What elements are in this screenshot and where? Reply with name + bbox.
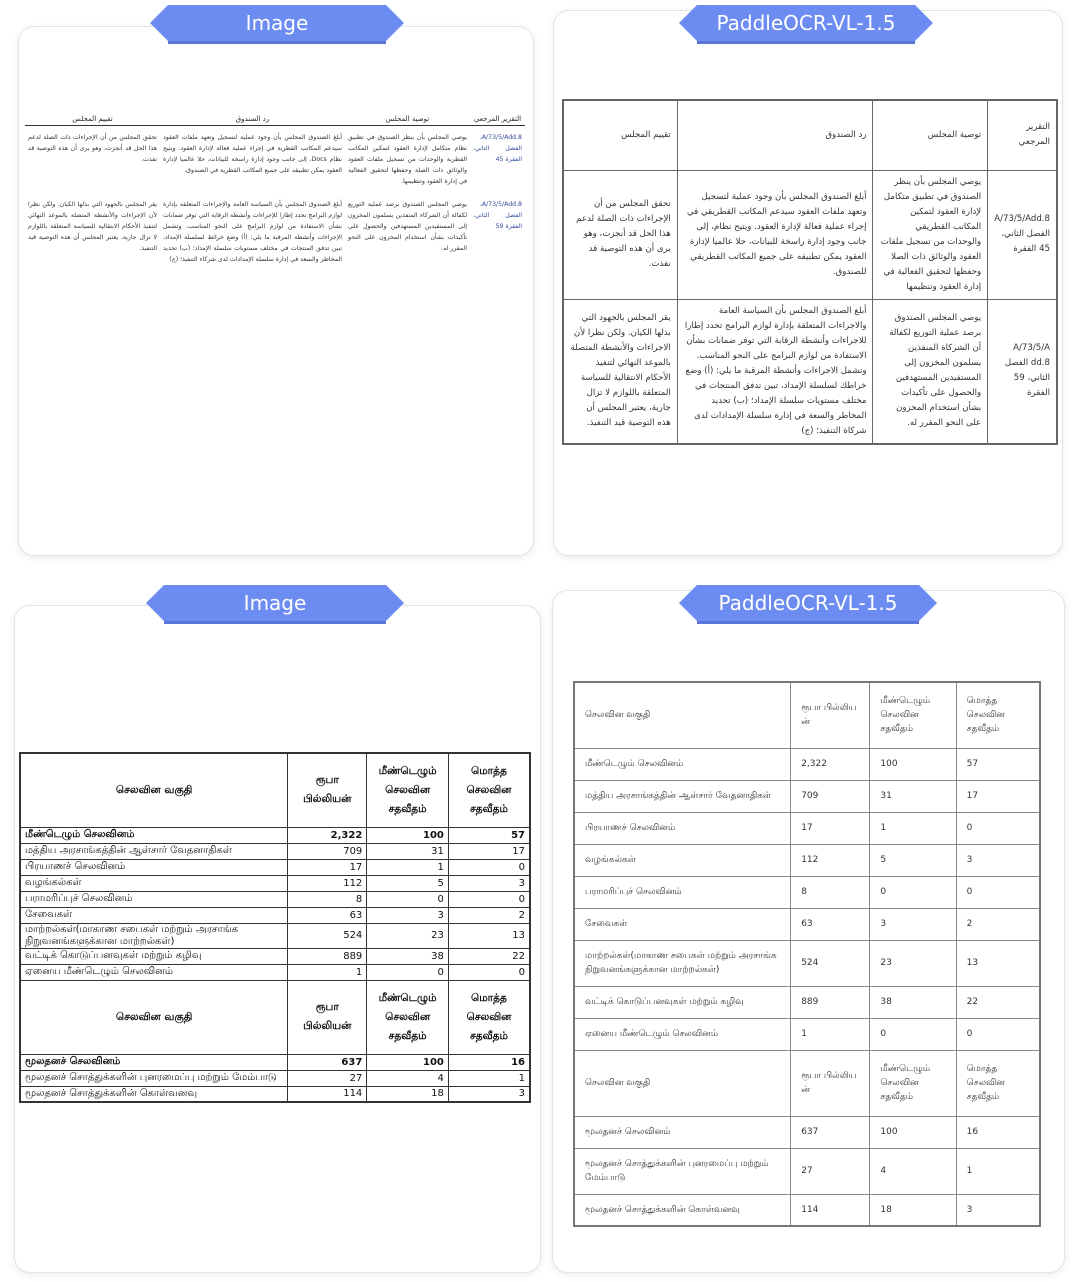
recurrent-pct-cell: 0 bbox=[367, 964, 449, 980]
billion-cell: 112 bbox=[791, 844, 870, 876]
total-pct-cell: 3 bbox=[956, 1194, 1040, 1226]
billion-cell: 17 bbox=[791, 812, 870, 844]
recurrent-pct-cell: 18 bbox=[870, 1194, 956, 1226]
recurrent-pct-cell: 0 bbox=[870, 876, 956, 908]
category-cell: மீண்டெழும் செலவினம் bbox=[574, 748, 791, 780]
recurrent-pct-cell: 5 bbox=[367, 875, 449, 891]
category-cell: பிரயாணச் செலவினம் bbox=[20, 859, 288, 875]
column-header: ரூபா பில்லிய ன் bbox=[791, 1050, 870, 1116]
total-pct-cell: 13 bbox=[956, 940, 1040, 986]
total-pct-cell: 3 bbox=[956, 844, 1040, 876]
billion-cell: 114 bbox=[791, 1194, 870, 1226]
recurrent-pct-cell: 3 bbox=[367, 907, 449, 923]
category-cell: சேவைகள் bbox=[20, 907, 288, 923]
table-row bbox=[574, 908, 1040, 940]
billion-cell: 709 bbox=[791, 780, 870, 812]
billion-cell: 63 bbox=[288, 907, 367, 923]
evaluation-cell: تحقق المجلس من أن الإجراءات ذات الصلة لدعم هذا الحل قد أنجزت، وهو يرى أن هذه التوصية قد نفذت. bbox=[28, 134, 157, 163]
table-row bbox=[563, 170, 1057, 299]
ref-cell: A/73/5/Add.8، الفصل الثاني، الفقرة 45 bbox=[473, 134, 522, 163]
recurrent-pct-cell: 100 bbox=[870, 748, 956, 780]
column-header: மீண்டெழும் செலவின சதவீதம் bbox=[870, 1050, 956, 1116]
total-pct-cell: 22 bbox=[448, 948, 530, 964]
total-pct-cell: 17 bbox=[956, 780, 1040, 812]
tamil-ocr-table bbox=[573, 681, 1041, 1227]
table-row bbox=[20, 827, 530, 843]
category-cell: மாற்றல்கள்(மாகாண சபைகள் மற்றும் அரசாங்க நிறுவனங்களுக்கான மாற்றல்கள்) bbox=[574, 940, 791, 986]
arabic-ocr-header: رد الصندوق bbox=[677, 100, 873, 170]
total-pct-cell: 0 bbox=[448, 891, 530, 907]
billion-cell: 8 bbox=[288, 891, 367, 907]
table-row bbox=[20, 891, 530, 907]
billion-cell: 524 bbox=[791, 940, 870, 986]
billion-cell: 889 bbox=[288, 948, 367, 964]
image-label-text: Image bbox=[245, 11, 309, 35]
table-row bbox=[20, 1054, 530, 1070]
column-header: செலவின வகுதி bbox=[20, 980, 288, 1054]
arabic-header: التقرير المرجعي bbox=[470, 113, 525, 126]
model-label-top bbox=[697, 5, 915, 41]
ref-cell: A/73/5/Add.8 الفصل الثاني، 45 الفقرة bbox=[988, 170, 1057, 299]
table-row bbox=[20, 1086, 530, 1102]
table-row bbox=[574, 1116, 1040, 1148]
response-cell: أبلغ الصندوق المجلس بأن السياسة العامة والاجراءات المتعلقة بإدارة لوازم البرامج تحدد إطارا للاجراءات وأنشطة الرقابة التي توفر ضمانات بشأن الاستفادة من لوازم البرامج على النحو المناسب. وتشمل الاجراءات وأنشطة المرقبة ما يلي: (أ) وضع خراطك لسلسلة الإمداد، تبين تدفق المنتجات في مختلف مستويات سلسلة الإمداد؛ (ب) تحديد المخاطر والسعة في إدارة سلسلة الإمدادات لدى شركاة التنفيذ؛ (ج) bbox=[677, 299, 873, 444]
arabic-header: رد الصندوق bbox=[160, 113, 345, 126]
table-row bbox=[20, 843, 530, 859]
total-pct-cell: 22 bbox=[956, 986, 1040, 1018]
tamil-ocr bbox=[573, 681, 1041, 1227]
column-header: ரூபா பில்லிய ன் bbox=[791, 682, 870, 748]
recommendation-cell: يوصي المجلس الصندوق برصد عملية التوزيع لكفالة أن الشركاة المنفذين يسلمون المخزون إلى المستفيدين المستهدفين والحصول على تأكيدات بشأن استخدام المخزون على النحو المقرر له. bbox=[873, 299, 988, 444]
recurrent-pct-cell: 23 bbox=[367, 923, 449, 948]
category-cell: ஏனைய மீண்டெழும் செலவினம் bbox=[20, 964, 288, 980]
category-cell: மத்திய அரசாங்கத்தின் ஆள்சார் வேதனாதிகள் bbox=[574, 780, 791, 812]
column-header: ரூபா பில்லியன் bbox=[288, 980, 367, 1054]
category-cell: பிரயாணச் செலவினம் bbox=[574, 812, 791, 844]
column-header: மீண்டெழும் செலவின சதவீதம் bbox=[870, 682, 956, 748]
column-header: செலவின வகுதி bbox=[20, 753, 288, 827]
recurrent-pct-cell: 100 bbox=[367, 1054, 449, 1070]
category-cell: வழங்கல்கள் bbox=[574, 844, 791, 876]
table-row bbox=[20, 875, 530, 891]
billion-cell: 1 bbox=[288, 964, 367, 980]
table-row bbox=[20, 1070, 530, 1086]
recurrent-pct-cell: 23 bbox=[870, 940, 956, 986]
response-cell: أبلغ الصندوق المجلس بأن السياسة العامة والإجراءات المتعلقة بإدارة لوازم البرامج تحدد إطارا للإجراءات وأنشطة الرقابة التي توفر ضمانات بشأن الاستفادة من لوازم البرامج على النحو المناسب. وتشمل الإجراءات وأنشطة المرقبة ما يلي: (أ) وضع خرائط لسلسلة الإمداد، تبين تدفق المنتجات في مختلف مستويات سلسلة الإمداد؛ (ب) تحديد المخاطر والسعة في إدارة سلسلة الإمدادات لدى شركاء التنفيذ؛ (ج) bbox=[163, 201, 342, 263]
billion-cell: 709 bbox=[288, 843, 367, 859]
recurrent-pct-cell: 18 bbox=[367, 1086, 449, 1102]
ref-cell: A/73/5/Add.8، الفصل الثاني، الفقرة 59 bbox=[473, 201, 522, 230]
arabic-scan bbox=[25, 113, 525, 271]
total-pct-cell: 17 bbox=[448, 843, 530, 859]
billion-cell: 17 bbox=[288, 859, 367, 875]
image-label-text-bottom: Image bbox=[243, 591, 307, 615]
recurrent-pct-cell: 3 bbox=[870, 908, 956, 940]
billion-cell: 1 bbox=[791, 1018, 870, 1050]
arabic-ocr bbox=[562, 99, 1058, 445]
header-row bbox=[574, 1050, 1040, 1116]
response-cell: أبلغ الصندوق المجلس بأن وجود عملية لتسجيل وتعهد ملفات العقود سيدعم المكاتب القطرية في إجراء عملية فعالة لإدارة العقود. ويتيح نظام Docs، إلى جانب وجود إدارة راسخة للبيانات، حلا عالميا لإدارة العقود يمكن تطبيقه على جميع المكاتب القطرية في الصندوق. bbox=[163, 134, 342, 174]
header-row bbox=[574, 682, 1040, 748]
table-row bbox=[574, 876, 1040, 908]
image-label-bottom bbox=[164, 585, 386, 621]
recurrent-pct-cell: 1 bbox=[367, 859, 449, 875]
table-row bbox=[20, 964, 530, 980]
arabic-ocr-table bbox=[562, 99, 1058, 445]
total-pct-cell: 2 bbox=[448, 907, 530, 923]
total-pct-cell: 0 bbox=[956, 876, 1040, 908]
recurrent-pct-cell: 100 bbox=[870, 1116, 956, 1148]
category-cell: ஏனைய மீண்டெழும் செலவினம் bbox=[574, 1018, 791, 1050]
billion-cell: 637 bbox=[791, 1116, 870, 1148]
billion-cell: 8 bbox=[791, 876, 870, 908]
total-pct-cell: 3 bbox=[448, 1086, 530, 1102]
category-cell: வட்டிக் கொடுப்பனவுகள் மற்றும் கழிவு bbox=[20, 948, 288, 964]
table-row bbox=[574, 812, 1040, 844]
recurrent-pct-cell: 31 bbox=[367, 843, 449, 859]
table-row bbox=[20, 948, 530, 964]
recurrent-pct-cell: 5 bbox=[870, 844, 956, 876]
billion-cell: 114 bbox=[288, 1086, 367, 1102]
total-pct-cell: 2 bbox=[956, 908, 1040, 940]
column-header: மொத்த செலவின சதவீதம் bbox=[448, 980, 530, 1054]
column-header: மீண்டெழும் செலவின சதவீதம் bbox=[367, 980, 449, 1054]
header-row bbox=[20, 980, 530, 1054]
table-row bbox=[20, 859, 530, 875]
table-row bbox=[25, 126, 525, 194]
table-row bbox=[574, 844, 1040, 876]
evaluation-cell: تحقق المجلس من أن الإجراءات ذات الصلة لدعم هذا الحل قد أنجزت، وهو يرى أن هذه التوصية قد نفذت. bbox=[563, 170, 677, 299]
category-cell: சேவைகள் bbox=[574, 908, 791, 940]
recurrent-pct-cell: 4 bbox=[367, 1070, 449, 1086]
recurrent-pct-cell: 100 bbox=[367, 827, 449, 843]
recommendation-cell: يوصي المجلس بأن ينظر الصندوق في تطبيق متكامل لإدارة العقود لتمكين المكاتب القطريقي والوحدات من تسجيل ملفات العقود والوثائق ذات الصلا وحفظها لتحقيق الفعالية في إدارة العقود وتنظيمها bbox=[873, 170, 988, 299]
image-label-top bbox=[168, 5, 386, 41]
category-cell: வழங்கல்கள் bbox=[20, 875, 288, 891]
arabic-header: توصية المجلس bbox=[345, 113, 470, 126]
total-pct-cell: 0 bbox=[448, 859, 530, 875]
total-pct-cell: 16 bbox=[448, 1054, 530, 1070]
arabic-image-card bbox=[18, 26, 534, 556]
total-pct-cell: 0 bbox=[448, 964, 530, 980]
category-cell: மூலதனச் செலவினம் bbox=[20, 1054, 288, 1070]
model-label-text: PaddleOCR-VL-1.5 bbox=[716, 11, 896, 35]
recurrent-pct-cell: 31 bbox=[870, 780, 956, 812]
table-row bbox=[574, 748, 1040, 780]
ref-cell: A/73/5/A dd.8 الفصل الثاني، 59 الفقرة bbox=[988, 299, 1057, 444]
table-row bbox=[574, 986, 1040, 1018]
arabic-scan-table bbox=[25, 113, 525, 271]
category-cell: மூலதனச் சொத்துக்களின் கொள்வனவு bbox=[20, 1086, 288, 1102]
billion-cell: 63 bbox=[791, 908, 870, 940]
arabic-ocr-header: التقرير المرجعي bbox=[988, 100, 1057, 170]
recurrent-pct-cell: 1 bbox=[870, 812, 956, 844]
table-row bbox=[20, 907, 530, 923]
column-header: மீண்டெழும் செலவின சதவீதம் bbox=[367, 753, 449, 827]
billion-cell: 889 bbox=[791, 986, 870, 1018]
recurrent-pct-cell: 4 bbox=[870, 1148, 956, 1194]
table-row bbox=[574, 1194, 1040, 1226]
total-pct-cell: 0 bbox=[956, 812, 1040, 844]
category-cell: மூலதனச் சொத்துக்களின் புனரமைப்பு மற்றும் மேம்பாடு bbox=[20, 1070, 288, 1086]
recurrent-pct-cell: 0 bbox=[870, 1018, 956, 1050]
total-pct-cell: 13 bbox=[448, 923, 530, 948]
billion-cell: 112 bbox=[288, 875, 367, 891]
response-cell: أبلغ الصندوق المجلس بأن وجود عملية لتسجيل وتعهد ملفات العقود سيدعم المكاتب القطريقي في إجراء عملية فعالة لإدارة العقود. ويتيح نظام، إلى جانب وجود إدارة راسخة للبيانات، حلا عالميا لإدارة العقود يمكن تطبيقه على جميع المكاتب القطريقي للصندوق. bbox=[677, 170, 873, 299]
recurrent-pct-cell: 38 bbox=[870, 986, 956, 1018]
recurrent-pct-cell: 38 bbox=[367, 948, 449, 964]
category-cell: மூலதனச் செலவினம் bbox=[574, 1116, 791, 1148]
category-cell: மீண்டெழும் செலவினம் bbox=[20, 827, 288, 843]
tamil-image-card bbox=[14, 605, 541, 1273]
recurrent-pct-cell: 0 bbox=[367, 891, 449, 907]
billion-cell: 27 bbox=[288, 1070, 367, 1086]
column-header: ரூபா பில்லியன் bbox=[288, 753, 367, 827]
total-pct-cell: 1 bbox=[956, 1148, 1040, 1194]
tamil-scan-table bbox=[19, 752, 531, 1103]
category-cell: மாற்றல்கள்(மாகாண சபைகள் மற்றும் அரசாங்க நிறுவனங்களுக்கான மாற்றல்கள்) bbox=[20, 923, 288, 948]
arabic-ocr-header: تقييم المجلس bbox=[563, 100, 677, 170]
tamil-scan bbox=[19, 752, 531, 1103]
arabic-ocr-card bbox=[553, 10, 1063, 556]
total-pct-cell: 1 bbox=[448, 1070, 530, 1086]
category-cell: மத்திய அரசாங்கத்தின் ஆள்சார் வேதனாதிகள் bbox=[20, 843, 288, 859]
table-row bbox=[574, 780, 1040, 812]
table-row bbox=[20, 923, 530, 948]
column-header: செலவின வகுதி bbox=[574, 1050, 791, 1116]
recommendation-cell: يوصي المجلس الصندوق برصد عملية التوزيع لكفالة أن الشركاء المنفذين يسلمون المخزون إلى المستفيدين المستهدفين والحصول على تأكيدات بشأن استخدام المخزون على النحو المقرر له. bbox=[348, 201, 467, 252]
category-cell: மூலதனச் சொத்துக்களின் புனரமைப்பு மற்றும் மேம்பாடு bbox=[574, 1148, 791, 1194]
category-cell: வட்டிக் கொடுப்பனவுகள் மற்றும் கழிவு bbox=[574, 986, 791, 1018]
table-row bbox=[574, 1148, 1040, 1194]
column-header: செலவின வகுதி bbox=[574, 682, 791, 748]
arabic-header: تقييم المجلس bbox=[25, 113, 160, 126]
total-pct-cell: 3 bbox=[448, 875, 530, 891]
total-pct-cell: 0 bbox=[956, 1018, 1040, 1050]
tamil-ocr-card bbox=[552, 590, 1065, 1273]
billion-cell: 27 bbox=[791, 1148, 870, 1194]
total-pct-cell: 57 bbox=[448, 827, 530, 843]
billion-cell: 524 bbox=[288, 923, 367, 948]
column-header: மொத்த செலவின சதவீதம் bbox=[448, 753, 530, 827]
evaluation-cell: يقر المجلس بالجهود التي بذلها الكيان. ولكن نظرا لأن الإجراءات والأنشطة المتصلة بالموعد النهائي لتنفيذ الأحكام الانتقالية للسياسة المتعلقة باللوازم لا تزال جارية، يعتبر المجلس أن هذه التوصية قيد التنفيذ. bbox=[28, 201, 157, 252]
arabic-ocr-header: توصية المجلس bbox=[873, 100, 988, 170]
model-label-bottom bbox=[697, 585, 919, 621]
header-row bbox=[20, 753, 530, 827]
evaluation-cell: يقر المجلس بالجهود التي بذلها الكيان. ولكن نظرا لأن الاجراءات والأنشطة المتصلة بالموعد النهائي لتنفيذ الأحكام الانتقالية للسياسة المتعلقة باللوازم لا تزال جارية، يعتبر المجلس أن هذه التوصية قيد التنفيذ. bbox=[563, 299, 677, 444]
billion-cell: 2,322 bbox=[791, 748, 870, 780]
table-row bbox=[25, 193, 525, 271]
category-cell: பராமரிப்புச் செலவினம் bbox=[20, 891, 288, 907]
table-row bbox=[574, 940, 1040, 986]
billion-cell: 637 bbox=[288, 1054, 367, 1070]
total-pct-cell: 16 bbox=[956, 1116, 1040, 1148]
table-row bbox=[563, 299, 1057, 444]
recommendation-cell: يوصي المجلس بأن ينظر الصندوق في تطبيق نظام متكامل لإدارة العقود لتمكين المكاتب القطرية والوحدات من تسجيل ملفات العقود والوثائق ذات الصلة وحفظها لتحقيق الفعالية في إدارة العقود وتنظيمها. bbox=[348, 134, 467, 185]
column-header: மொத்த செலவின சதவீதம் bbox=[956, 682, 1040, 748]
total-pct-cell: 57 bbox=[956, 748, 1040, 780]
category-cell: பராமரிப்புச் செலவினம் bbox=[574, 876, 791, 908]
column-header: மொத்த செலவின சதவீதம் bbox=[956, 1050, 1040, 1116]
table-row bbox=[574, 1018, 1040, 1050]
billion-cell: 2,322 bbox=[288, 827, 367, 843]
model-label-text-bottom: PaddleOCR-VL-1.5 bbox=[718, 591, 898, 615]
category-cell: மூலதனச் சொத்துக்களின் கொள்வனவு bbox=[574, 1194, 791, 1226]
